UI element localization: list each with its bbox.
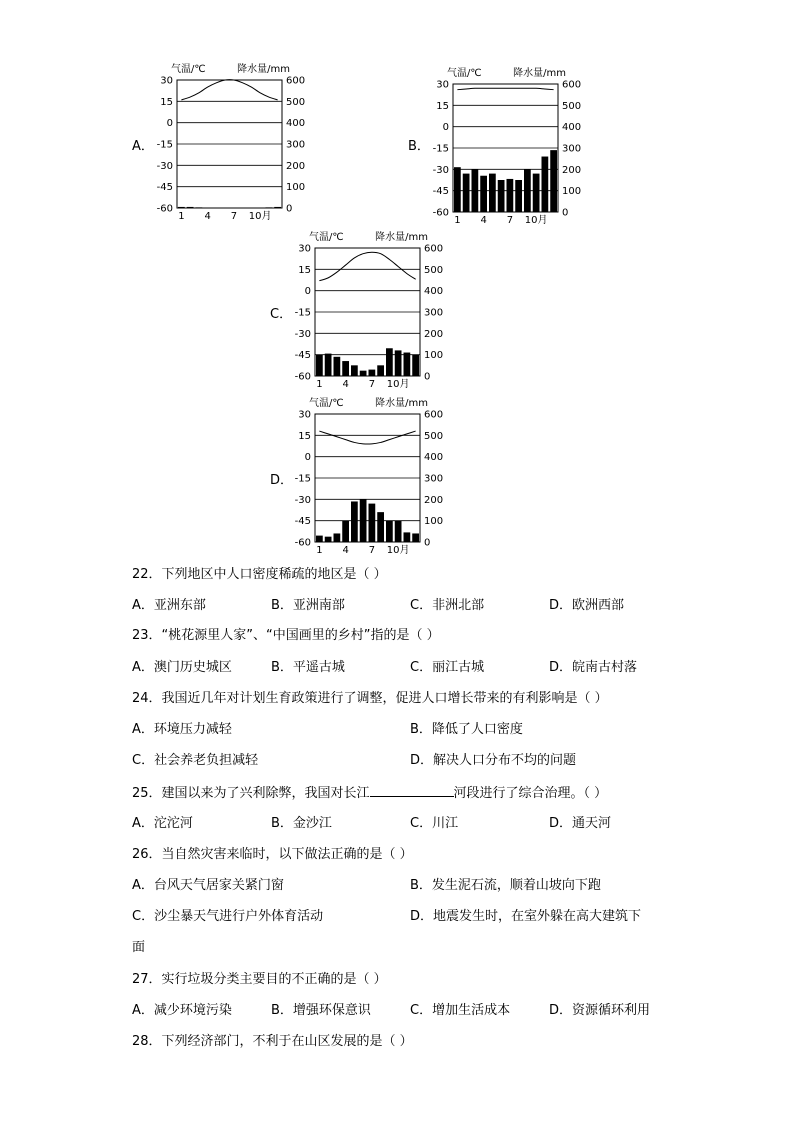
precip-tick-label: 600	[424, 409, 444, 421]
temp-tick-label: -45	[294, 350, 311, 362]
precip-bar	[395, 350, 402, 376]
temp-tick-label: -15	[432, 143, 449, 155]
precip-tick-label: 200	[424, 494, 444, 506]
temperature-line	[457, 88, 553, 89]
temp-tick-label: 15	[436, 100, 449, 112]
temp-axis-title: 气温/℃	[309, 398, 344, 409]
month-tick-label: 10月	[524, 215, 548, 226]
precip-tick-label: 300	[424, 473, 444, 485]
temp-tick-label: -45	[294, 516, 311, 528]
precip-tick-label: 500	[424, 430, 444, 442]
climate-chart-a	[132, 60, 332, 225]
precip-bar	[178, 207, 185, 208]
precip-tick-label: 300	[286, 139, 306, 151]
precip-tick-label: 400	[424, 286, 444, 298]
precip-tick-label: 500	[286, 96, 306, 108]
precip-bar	[316, 355, 323, 376]
month-tick-label: 10月	[248, 211, 272, 222]
precip-bar	[369, 370, 376, 376]
precip-tick-label: 100	[562, 186, 582, 198]
q22-option-b: B．亚洲南部	[271, 598, 345, 613]
precip-bar	[550, 150, 557, 212]
precip-bar	[386, 348, 393, 376]
precip-bar	[342, 521, 349, 542]
climate-chart-d	[270, 394, 470, 559]
precip-tick-label: 0	[424, 371, 431, 383]
temp-tick-label: 30	[160, 75, 173, 87]
precip-bar	[266, 207, 273, 208]
month-tick-label: 10月	[386, 545, 410, 556]
q25-stem-after: 河段进行了综合治理。（ ）	[453, 786, 608, 801]
precip-bar	[412, 355, 419, 376]
precip-tick-label: 100	[286, 182, 306, 194]
temp-tick-label: 15	[160, 96, 173, 108]
q24-option-a: A．环境压力减轻	[132, 722, 232, 737]
q25-option-a: A．沱沱河	[132, 816, 193, 831]
month-tick-label: 4	[342, 379, 349, 390]
q25-option-c: C．川江	[410, 816, 459, 831]
month-tick-label: 4	[342, 545, 349, 556]
temp-tick-label: 15	[298, 264, 311, 276]
temp-tick-label: -60	[156, 203, 173, 215]
month-tick-label: 1	[178, 211, 185, 222]
chart-b-option-letter: B．	[408, 139, 430, 154]
temp-tick-label: -30	[294, 494, 311, 506]
precip-tick-label: 300	[562, 143, 582, 155]
precip-axis-title: 降水量/mm	[375, 398, 428, 409]
month-tick-label: 7	[368, 545, 376, 556]
precip-bar	[463, 174, 470, 212]
chart-a-option-letter: A．	[132, 139, 154, 154]
q27-option-c: C．增加生活成本	[410, 1003, 511, 1018]
temp-tick-label: 0	[304, 452, 311, 464]
q24-option-b: B．降低了人口密度	[410, 722, 523, 737]
temp-tick-label: -15	[156, 139, 173, 151]
precip-bar	[489, 174, 496, 212]
temp-tick-label: 0	[304, 286, 311, 298]
precip-bar	[404, 532, 411, 542]
month-tick-label: 1	[316, 545, 323, 556]
question-22-stem: 22．下列地区中人口密度稀疏的地区是（ ）	[132, 567, 387, 582]
precip-tick-label: 600	[424, 243, 444, 255]
q25-option-b: B．金沙江	[271, 816, 332, 831]
precip-bar	[386, 521, 393, 542]
temp-tick-label: -15	[294, 473, 311, 485]
q25-blank	[370, 783, 454, 797]
precip-bar	[395, 521, 402, 542]
temperature-line	[181, 80, 277, 100]
q24-option-d: D．解决人口分布不均的问题	[410, 753, 577, 768]
chart-c-option-letter: C．	[270, 307, 293, 322]
precip-bar	[412, 533, 419, 542]
precip-tick-label: 0	[424, 537, 431, 549]
precip-bar	[351, 501, 358, 542]
temp-tick-label: -60	[432, 207, 449, 219]
precip-bar	[533, 174, 540, 212]
month-tick-label: 1	[316, 379, 323, 390]
precip-bar	[196, 207, 203, 208]
month-tick-label: 10月	[386, 379, 410, 390]
precip-bar	[377, 512, 384, 542]
question-26-stem: 26．当自然灾害来临时，以下做法正确的是（ ）	[132, 847, 413, 862]
q22-option-d: D．欧洲西部	[549, 598, 625, 613]
precip-tick-label: 500	[562, 100, 582, 112]
temp-tick-label: 30	[436, 79, 449, 91]
precip-tick-label: 500	[424, 264, 444, 276]
temp-tick-label: 0	[442, 122, 449, 134]
temperature-line	[319, 431, 415, 444]
precip-bar	[480, 176, 487, 212]
temp-tick-label: -30	[294, 328, 311, 340]
temp-tick-label: 15	[298, 430, 311, 442]
chart-d-option-letter: D．	[270, 473, 294, 488]
chart-a-svg	[132, 60, 332, 225]
chart-c-svg	[270, 228, 470, 393]
temp-tick-label: -60	[294, 371, 311, 383]
q23-option-b: B．平遥古城	[271, 660, 345, 675]
month-tick-label: 7	[506, 215, 514, 226]
precip-bar	[454, 167, 461, 212]
month-tick-label: 7	[368, 379, 376, 390]
temp-tick-label: -45	[156, 182, 173, 194]
precip-bar	[360, 371, 367, 376]
precip-axis-title: 降水量/mm	[237, 64, 290, 75]
q23-option-d: D．皖南古村落	[549, 660, 638, 675]
q26-option-d: D．地震发生时，在室外躲在高大建筑下	[410, 909, 642, 924]
question-25-stem	[132, 783, 607, 803]
precip-bar	[472, 169, 479, 212]
month-tick-label: 4	[480, 215, 487, 226]
precip-tick-label: 0	[286, 203, 293, 215]
precip-bar	[498, 180, 505, 212]
question-28-stem: 28．下列经济部门，不利于在山区发展的是（ ）	[132, 1034, 413, 1049]
temp-tick-label: -60	[294, 537, 311, 549]
temp-tick-label: 30	[298, 409, 311, 421]
q27-option-b: B．增强环保意识	[271, 1003, 371, 1018]
precip-tick-label: 200	[286, 160, 306, 172]
temp-tick-label: 30	[298, 243, 311, 255]
precip-bar	[377, 365, 384, 376]
precip-tick-label: 600	[286, 75, 306, 87]
q27-option-d: D．资源循环利用	[549, 1003, 651, 1018]
question-27-stem: 27．实行垃圾分类主要目的不正确的是（ ）	[132, 972, 387, 987]
q25-option-d: D．通天河	[549, 816, 612, 831]
precip-tick-label: 100	[424, 350, 444, 362]
precip-bar	[351, 365, 358, 376]
precip-bar	[325, 537, 332, 542]
temp-tick-label: -45	[432, 186, 449, 198]
temp-tick-label: -30	[156, 160, 173, 172]
q23-option-c: C．丽江古城	[410, 660, 485, 675]
precip-tick-label: 100	[424, 516, 444, 528]
q26-option-c: C．沙尘暴天气进行户外体育活动	[132, 909, 324, 924]
precip-bar	[187, 207, 194, 208]
precip-tick-label: 200	[424, 328, 444, 340]
q26-option-b: B．发生泥石流，顺着山坡向下跑	[410, 878, 601, 893]
climate-chart-b	[408, 64, 608, 229]
precip-bar	[342, 361, 349, 376]
q24-option-c: C．社会养老负担减轻	[132, 753, 259, 768]
month-tick-label: 7	[230, 211, 238, 222]
precip-bar	[316, 536, 323, 542]
precip-tick-label: 200	[562, 164, 582, 176]
precip-axis-title: 降水量/mm	[375, 232, 428, 243]
question-24-stem: 24．我国近几年对计划生育政策进行了调整，促进人口增长带来的有利影响是（ ）	[132, 691, 608, 706]
month-tick-label: 1	[454, 215, 461, 226]
chart-d-svg	[270, 394, 470, 559]
precip-bar	[524, 169, 531, 212]
q23-option-a: A．澳门历史城区	[132, 660, 232, 675]
precip-tick-label: 600	[562, 79, 582, 91]
precip-bar	[325, 354, 332, 376]
question-23-stem: 23．“桃花源里人家”、“中国画里的乡村”指的是（ ）	[132, 628, 440, 643]
q25-stem-before: 25．建国以来为了兴利除弊，我国对长江	[132, 786, 370, 801]
precip-bar	[404, 353, 411, 376]
temp-tick-label: -15	[294, 307, 311, 319]
precip-bar	[515, 180, 522, 212]
q22-option-c: C．非洲北部	[410, 598, 485, 613]
precip-tick-label: 400	[286, 118, 306, 130]
month-tick-label: 4	[204, 211, 211, 222]
temp-axis-title: 气温/℃	[171, 64, 206, 75]
precip-tick-label: 400	[562, 122, 582, 134]
precip-tick-label: 400	[424, 452, 444, 464]
q22-option-a: A．亚洲东部	[132, 598, 206, 613]
climate-chart-c	[270, 228, 470, 393]
temp-tick-label: 0	[166, 118, 173, 130]
temp-tick-label: -30	[432, 164, 449, 176]
precip-tick-label: 300	[424, 307, 444, 319]
precip-bar	[507, 179, 514, 212]
q26-option-a: A．台风天气居家关紧门窗	[132, 878, 284, 893]
precip-bar	[542, 157, 549, 212]
precip-bar	[369, 504, 376, 542]
temp-axis-title: 气温/℃	[309, 232, 344, 243]
precip-bar	[360, 499, 367, 542]
precip-tick-label: 0	[562, 207, 569, 219]
precip-axis-title: 降水量/mm	[513, 68, 566, 79]
precip-bar	[334, 533, 341, 542]
precip-bar	[334, 357, 341, 376]
q26-option-d-wrap: 面	[132, 940, 146, 955]
temp-axis-title: 气温/℃	[447, 68, 482, 79]
chart-b-svg	[408, 64, 608, 229]
precip-bar	[274, 207, 281, 208]
temperature-line	[319, 252, 415, 280]
q27-option-a: A．减少环境污染	[132, 1003, 232, 1018]
